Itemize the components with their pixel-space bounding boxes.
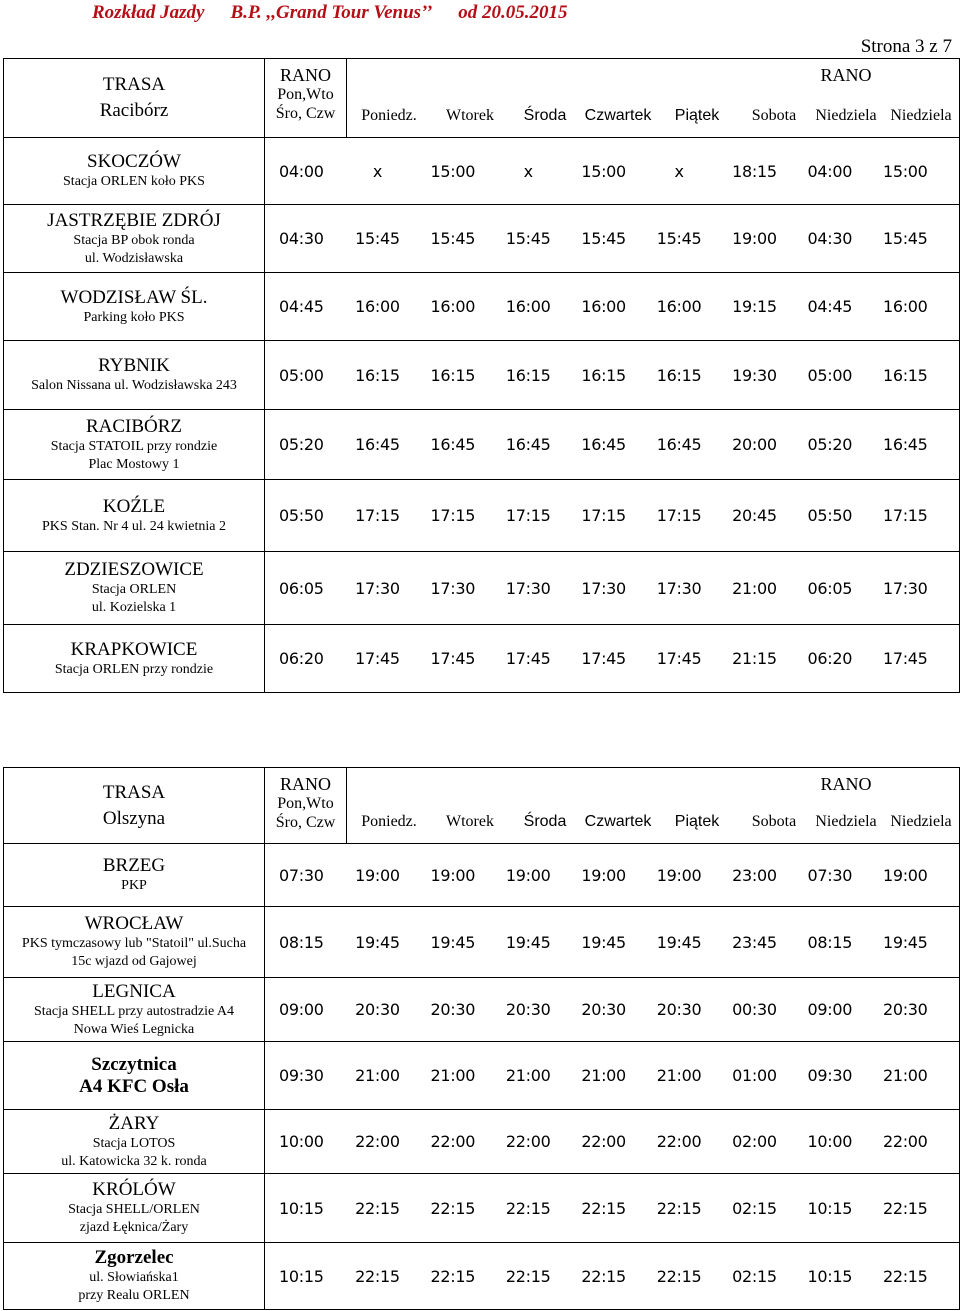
departure-time: 02:00 bbox=[732, 1132, 777, 1151]
departure-time: 17:15 bbox=[355, 506, 400, 525]
day-header-2: Środa bbox=[523, 107, 567, 124]
departure-times bbox=[265, 1199, 959, 1218]
stop-name: KOŹLE bbox=[102, 495, 166, 517]
departure-time: 16:15 bbox=[505, 365, 551, 385]
departure-time: 05:00 bbox=[807, 365, 853, 385]
departure-time: 21:00 bbox=[581, 1066, 626, 1085]
rano-label: RANO bbox=[279, 774, 331, 794]
header-row bbox=[4, 768, 960, 844]
departure-time: 16:15 bbox=[656, 365, 702, 385]
days-header bbox=[265, 768, 960, 844]
departure-time: 20:30 bbox=[581, 1000, 626, 1019]
table-row bbox=[4, 907, 960, 978]
stop-address: zjazd Łęknica/Żary bbox=[79, 1220, 189, 1235]
departure-time: 19:45 bbox=[505, 932, 551, 952]
stop-cell bbox=[4, 273, 265, 341]
departure-time: 22:15 bbox=[355, 1198, 400, 1218]
departure-time: 16:00 bbox=[882, 297, 928, 316]
schedule-table-olszyna bbox=[3, 767, 960, 1310]
stop-address: Salon Nissana ul. Wodzisławska 243 bbox=[31, 378, 237, 393]
stop-name: WROCŁAW bbox=[84, 913, 184, 934]
departure-time: 04:00 bbox=[279, 161, 324, 181]
times-cell bbox=[265, 978, 960, 1042]
times-cell bbox=[265, 844, 960, 907]
departure-time: 16:00 bbox=[355, 297, 400, 316]
departure-time: 19:00 bbox=[882, 865, 928, 885]
times-cell bbox=[265, 1110, 960, 1174]
departure-time: 15:45 bbox=[430, 229, 476, 248]
departure-time: 04:45 bbox=[807, 297, 853, 316]
departure-time: 10:15 bbox=[807, 1198, 853, 1218]
departure-time: 17:30 bbox=[430, 578, 476, 598]
departure-time: 20:30 bbox=[355, 1000, 400, 1019]
route-label: TRASA bbox=[102, 74, 166, 95]
departure-time: 09:30 bbox=[279, 1066, 324, 1085]
departure-time: 06:05 bbox=[279, 578, 324, 598]
stop-cell bbox=[4, 341, 265, 410]
departure-time: 10:00 bbox=[279, 1132, 324, 1151]
departure-time: 20:30 bbox=[505, 1000, 551, 1019]
departure-time: 16:00 bbox=[656, 297, 702, 316]
times-cell bbox=[265, 1243, 960, 1310]
departure-time: 04:00 bbox=[807, 161, 853, 181]
departure-time: 17:15 bbox=[581, 506, 626, 525]
departure-time: 19:00 bbox=[581, 865, 626, 885]
departure-time: 17:45 bbox=[505, 649, 551, 668]
departure-time: 15:00 bbox=[430, 161, 476, 181]
stop-address: PKS tymczasowy lub "Statoil" ul.Sucha bbox=[21, 936, 247, 951]
departure-time: 15:45 bbox=[581, 229, 626, 248]
departure-time: 04:30 bbox=[807, 229, 853, 248]
departure-time: 18:15 bbox=[732, 161, 777, 181]
stop-name: LEGNICA bbox=[92, 980, 176, 1002]
departure-time: 22:15 bbox=[430, 1266, 476, 1286]
departure-time: 16:45 bbox=[656, 435, 702, 454]
departure-time: 17:45 bbox=[882, 649, 928, 668]
stop-name: RYBNIK bbox=[98, 355, 170, 376]
stop-cell bbox=[4, 480, 265, 552]
stop-name: KRÓLÓW bbox=[92, 1179, 176, 1200]
departure-times bbox=[265, 649, 959, 668]
departure-time: 16:45 bbox=[505, 435, 551, 454]
stop-address: PKP bbox=[121, 878, 147, 893]
stop-name: ŻARY bbox=[108, 1112, 160, 1134]
departure-time: 17:45 bbox=[355, 649, 400, 668]
rano-label-sunday: RANO bbox=[820, 774, 872, 794]
departure-time: 16:15 bbox=[882, 365, 928, 385]
departure-time: 17:30 bbox=[581, 578, 626, 598]
document-header bbox=[92, 2, 594, 24]
header-title: Rozkład Jazdy bbox=[92, 2, 205, 23]
departure-time: 22:15 bbox=[505, 1198, 551, 1218]
departure-time: 21:00 bbox=[505, 1066, 551, 1085]
departure-time: 19:00 bbox=[656, 865, 702, 885]
stop-cell bbox=[4, 1243, 265, 1310]
route-label: TRASA bbox=[102, 781, 166, 803]
table-row bbox=[4, 480, 960, 552]
stop-address: PKS Stan. Nr 4 ul. 24 kwietnia 2 bbox=[42, 518, 226, 534]
departure-time: 22:15 bbox=[882, 1198, 928, 1218]
header-company: B.P. ,,Grand Tour Venus’’ bbox=[230, 2, 433, 23]
departure-time: 17:15 bbox=[430, 506, 476, 525]
departure-time: 16:15 bbox=[581, 365, 626, 385]
day-header-2: Środa bbox=[523, 813, 567, 830]
departure-time: 17:30 bbox=[505, 578, 551, 598]
departure-time: 19:45 bbox=[882, 932, 928, 952]
day-header-4: Piątek bbox=[674, 107, 720, 124]
stop-name: JASTRZĘBIE ZDRÓJ bbox=[47, 209, 221, 231]
table-row bbox=[4, 205, 960, 273]
stop-address: Parking koło PKS bbox=[83, 309, 185, 325]
departure-time: 19:45 bbox=[430, 932, 476, 952]
departure-time: 09:00 bbox=[279, 1000, 324, 1019]
departure-time: 22:00 bbox=[355, 1132, 400, 1151]
departure-time: 19:00 bbox=[505, 865, 551, 885]
departure-time: 06:20 bbox=[807, 649, 853, 668]
page-number: Strona 3 z 7 bbox=[860, 36, 952, 57]
weekday-group-label-1: Pon,Wto bbox=[277, 86, 334, 103]
day-header-4: Piątek bbox=[674, 813, 720, 830]
departure-time: 15:45 bbox=[656, 229, 702, 248]
table-row bbox=[4, 978, 960, 1042]
day-header-3: Czwartek bbox=[584, 107, 652, 124]
times-cell bbox=[265, 907, 960, 978]
departure-time: 15:45 bbox=[355, 229, 400, 248]
departure-time: 22:15 bbox=[656, 1266, 702, 1286]
times-cell bbox=[265, 625, 960, 693]
days-header-grid bbox=[265, 59, 959, 137]
stop-name: BRZEG bbox=[102, 855, 166, 876]
departure-time: 22:15 bbox=[882, 1266, 928, 1286]
weekday-group-label-1: Pon,Wto bbox=[277, 795, 334, 812]
departure-times bbox=[265, 1132, 959, 1151]
departure-time: 22:00 bbox=[581, 1132, 626, 1151]
departure-time: 04:45 bbox=[279, 297, 324, 316]
table-row bbox=[4, 138, 960, 205]
departure-time: 16:00 bbox=[505, 297, 551, 316]
departure-time: 17:30 bbox=[656, 578, 702, 598]
day-header-1: Wtorek bbox=[446, 813, 494, 830]
departure-time: 22:15 bbox=[581, 1198, 626, 1218]
departure-time: 21:00 bbox=[430, 1066, 476, 1085]
departure-time: 20:30 bbox=[430, 1000, 476, 1019]
departure-time: 22:15 bbox=[656, 1198, 702, 1218]
departure-time: 22:15 bbox=[581, 1266, 626, 1286]
day-header-5: Sobota bbox=[751, 813, 797, 830]
departure-time: 21:00 bbox=[656, 1066, 702, 1085]
departure-time: 16:00 bbox=[430, 297, 476, 316]
departure-time: 10:00 bbox=[807, 1132, 853, 1151]
stop-name: Zgorzelec bbox=[94, 1247, 174, 1268]
departure-time: 16:45 bbox=[882, 435, 928, 454]
departure-time: 05:20 bbox=[279, 435, 324, 454]
stop-name: Szczytnica bbox=[91, 1053, 177, 1075]
day-header-6: Niedziela bbox=[815, 107, 877, 124]
stop-cell bbox=[4, 1174, 265, 1243]
times-cell bbox=[265, 552, 960, 625]
departure-time: 00:30 bbox=[732, 1000, 777, 1019]
departure-time: 23:45 bbox=[732, 932, 777, 952]
table-row bbox=[4, 625, 960, 693]
departure-time: 20:30 bbox=[656, 1000, 702, 1019]
departure-time: x bbox=[674, 161, 684, 181]
weekday-group-label-2: Śro, Czw bbox=[275, 105, 336, 122]
day-header-6: Niedziela bbox=[815, 813, 877, 830]
times-cell bbox=[265, 341, 960, 410]
departure-time: 19:00 bbox=[430, 865, 476, 885]
times-cell bbox=[265, 410, 960, 480]
departure-times bbox=[265, 1066, 959, 1085]
departure-time: 16:15 bbox=[430, 365, 476, 385]
departure-time: 21:00 bbox=[882, 1066, 928, 1085]
stop-address: 15c wjazd od Gajowej bbox=[71, 954, 197, 969]
departure-time: 10:15 bbox=[279, 1198, 324, 1218]
departure-time: 05:50 bbox=[279, 506, 324, 525]
stop-name: ZDZIESZOWICE bbox=[64, 559, 204, 580]
stop-cell bbox=[4, 1110, 265, 1174]
day-header-1: Wtorek bbox=[446, 107, 494, 124]
departure-time: 07:30 bbox=[279, 865, 324, 885]
header-row bbox=[4, 59, 960, 138]
departure-time: 06:20 bbox=[279, 649, 324, 668]
departure-time: 19:30 bbox=[732, 365, 777, 385]
departure-time: 19:00 bbox=[355, 865, 400, 885]
departure-time: 01:00 bbox=[732, 1066, 777, 1085]
table-row bbox=[4, 341, 960, 410]
times-cell bbox=[265, 273, 960, 341]
departure-time: 16:15 bbox=[355, 365, 400, 385]
stop-cell bbox=[4, 410, 265, 480]
departure-time: 08:15 bbox=[279, 932, 324, 952]
departure-time: 22:00 bbox=[656, 1132, 702, 1151]
stop-name-line2: A4 KFC Osła bbox=[79, 1075, 189, 1097]
route-name: Olszyna bbox=[102, 807, 166, 829]
day-header-0: Poniedz. bbox=[361, 107, 417, 124]
days-header-grid bbox=[265, 768, 959, 843]
departure-times bbox=[265, 866, 959, 885]
departure-time: 15:45 bbox=[882, 229, 928, 248]
departure-times bbox=[265, 366, 959, 385]
day-header-5: Sobota bbox=[751, 107, 797, 124]
stop-name: SKOCZÓW bbox=[87, 151, 181, 172]
weekday-group-header bbox=[265, 768, 347, 843]
table-row bbox=[4, 273, 960, 341]
departure-time: 16:45 bbox=[430, 435, 476, 454]
weekday-group-header bbox=[265, 59, 347, 137]
rano-label-sunday: RANO bbox=[820, 65, 872, 85]
stop-cell bbox=[4, 844, 265, 907]
departure-time: 17:45 bbox=[430, 649, 476, 668]
departure-times bbox=[265, 579, 959, 598]
departure-time: 02:15 bbox=[732, 1198, 777, 1218]
departure-time: 17:15 bbox=[882, 506, 928, 525]
departure-time: 17:45 bbox=[656, 649, 702, 668]
departure-time: 05:50 bbox=[807, 506, 853, 525]
stop-address: Stacja ORLEN bbox=[91, 582, 177, 597]
departure-time: 10:15 bbox=[807, 1266, 853, 1286]
departure-time: 09:30 bbox=[807, 1066, 853, 1085]
departure-times bbox=[265, 933, 959, 952]
schedule-table-raciborz bbox=[3, 58, 960, 693]
departure-time: 16:00 bbox=[581, 297, 626, 316]
departure-times bbox=[265, 162, 959, 181]
departure-time: 08:15 bbox=[807, 932, 853, 952]
stop-cell bbox=[4, 205, 265, 273]
departure-time: 23:00 bbox=[732, 865, 777, 885]
departure-time: 22:00 bbox=[430, 1132, 476, 1151]
day-header-7: Niedziela bbox=[890, 107, 952, 124]
departure-time: 21:00 bbox=[732, 578, 777, 598]
departure-time: 05:20 bbox=[807, 435, 853, 454]
departure-time: 22:00 bbox=[882, 1132, 928, 1151]
stop-address: przy Realu ORLEN bbox=[78, 1288, 190, 1303]
stop-address: Stacja LOTOS bbox=[92, 1135, 176, 1151]
departure-time: 19:45 bbox=[656, 932, 702, 952]
departure-time: 15:00 bbox=[581, 161, 626, 181]
route-name: Racibórz bbox=[99, 100, 169, 121]
day-header-3: Czwartek bbox=[584, 813, 652, 830]
stop-address: ul. Kozielska 1 bbox=[91, 600, 177, 615]
table-row bbox=[4, 410, 960, 480]
route-header bbox=[4, 768, 265, 844]
departure-times bbox=[265, 506, 959, 525]
times-cell bbox=[265, 1174, 960, 1243]
stop-name: WODZISŁAW ŚL. bbox=[60, 286, 208, 308]
departure-times bbox=[265, 1000, 959, 1019]
departure-time: 17:15 bbox=[656, 506, 702, 525]
stop-cell bbox=[4, 552, 265, 625]
departure-time: x bbox=[523, 161, 533, 181]
stop-address: ul. Słowiańska1 bbox=[89, 1270, 179, 1285]
departure-time: 22:00 bbox=[505, 1132, 551, 1151]
departure-time: 09:00 bbox=[807, 1000, 853, 1019]
stop-name: RACIBÓRZ bbox=[85, 415, 183, 437]
table-row bbox=[4, 1174, 960, 1243]
departure-times bbox=[265, 435, 959, 454]
table-row bbox=[4, 1110, 960, 1174]
departure-time: 17:15 bbox=[505, 506, 551, 525]
stop-address: ul. Wodzisławska bbox=[84, 250, 184, 266]
times-cell bbox=[265, 138, 960, 205]
departure-time: 07:30 bbox=[807, 865, 853, 885]
stop-address: Plac Mostowy 1 bbox=[88, 456, 180, 472]
stop-cell bbox=[4, 1042, 265, 1110]
header-valid-from: od 20.05.2015 bbox=[458, 2, 568, 23]
departure-time: 06:05 bbox=[807, 578, 853, 598]
departure-time: 10:15 bbox=[279, 1266, 324, 1286]
departure-time: 22:15 bbox=[430, 1198, 476, 1218]
departure-time: x bbox=[372, 161, 382, 181]
times-cell bbox=[265, 1042, 960, 1110]
departure-time: 04:30 bbox=[279, 229, 324, 248]
times-cell bbox=[265, 480, 960, 552]
departure-time: 21:15 bbox=[732, 649, 777, 668]
table-row bbox=[4, 552, 960, 625]
table-row bbox=[4, 1042, 960, 1110]
departure-time: 20:30 bbox=[882, 1000, 928, 1019]
departure-time: 16:45 bbox=[581, 435, 626, 454]
stop-cell bbox=[4, 907, 265, 978]
stop-address: Stacja SHELL przy autostradzie A4 bbox=[33, 1003, 235, 1019]
departure-time: 22:15 bbox=[355, 1266, 400, 1286]
stop-address: Stacja ORLEN koło PKS bbox=[63, 174, 205, 189]
table-row bbox=[4, 1243, 960, 1310]
stop-cell bbox=[4, 978, 265, 1042]
departure-time: 17:30 bbox=[882, 578, 928, 598]
stop-name: KRAPKOWICE bbox=[70, 638, 198, 660]
departure-times bbox=[265, 297, 959, 316]
departure-time: 19:15 bbox=[732, 297, 777, 316]
departure-time: 19:00 bbox=[732, 229, 777, 248]
stop-address: Stacja SHELL/ORLEN bbox=[68, 1202, 200, 1217]
departure-times bbox=[265, 1267, 959, 1286]
stop-cell bbox=[4, 138, 265, 205]
rano-label: RANO bbox=[279, 65, 331, 85]
departure-time: 19:45 bbox=[581, 932, 626, 952]
departure-times bbox=[265, 229, 959, 248]
departure-time: 21:00 bbox=[355, 1066, 400, 1085]
stop-cell bbox=[4, 625, 265, 693]
departure-time: 20:00 bbox=[732, 435, 777, 454]
departure-time: 19:45 bbox=[355, 932, 400, 952]
departure-time: 22:15 bbox=[505, 1266, 551, 1286]
departure-time: 16:45 bbox=[355, 435, 400, 454]
departure-time: 17:45 bbox=[581, 649, 626, 668]
departure-time: 20:45 bbox=[732, 506, 777, 525]
table-row bbox=[4, 844, 960, 907]
times-cell bbox=[265, 205, 960, 273]
stop-address: Stacja ORLEN przy rondzie bbox=[54, 661, 214, 677]
weekday-group-label-2: Śro, Czw bbox=[275, 814, 336, 831]
departure-time: 05:00 bbox=[279, 365, 324, 385]
day-header-7: Niedziela bbox=[890, 813, 952, 830]
stop-address: ul. Katowicka 32 k. ronda bbox=[61, 1153, 207, 1169]
departure-time: 02:15 bbox=[732, 1266, 777, 1286]
departure-time: 15:00 bbox=[882, 161, 928, 181]
departure-time: 15:45 bbox=[505, 229, 551, 248]
route-header bbox=[4, 59, 265, 138]
departure-time: 17:30 bbox=[355, 578, 400, 598]
stop-address: Nowa Wieś Legnicka bbox=[73, 1021, 195, 1037]
day-header-0: Poniedz. bbox=[361, 813, 417, 830]
stop-address: Stacja BP obok ronda bbox=[73, 232, 195, 248]
stop-address: Stacja STATOIL przy rondzie bbox=[50, 438, 218, 454]
days-header bbox=[265, 59, 960, 138]
